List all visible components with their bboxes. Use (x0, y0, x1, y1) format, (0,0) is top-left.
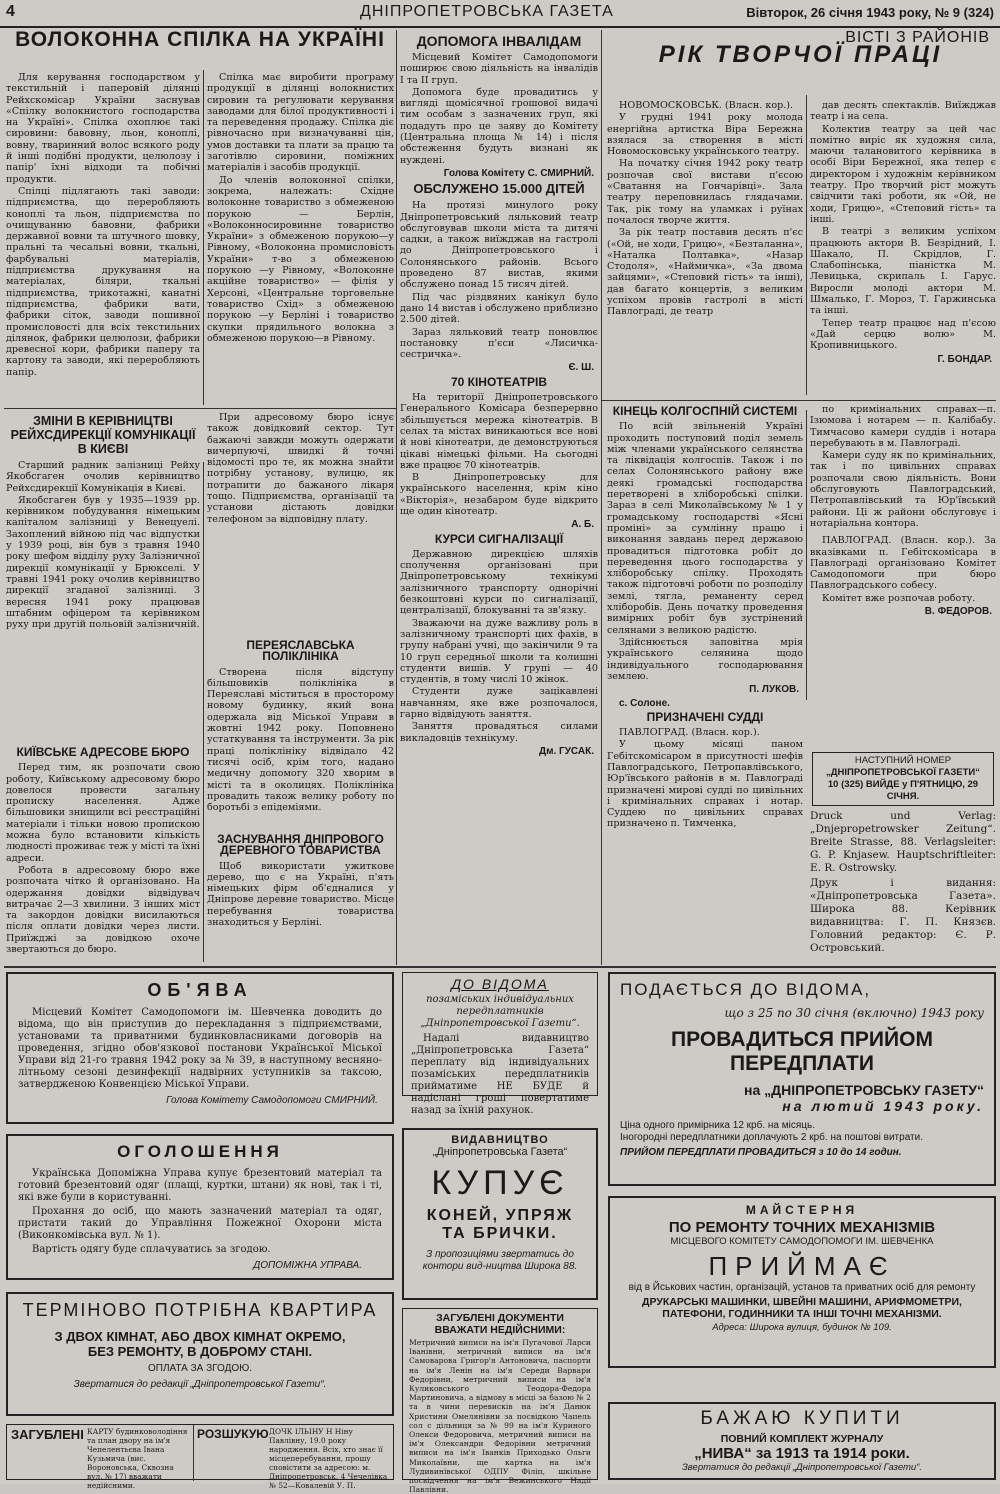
ad-big: ПРОВАДИТЬСЯ ПРИЙОМ ПЕРЕДПЛАТИ (671, 1028, 933, 1075)
paragraph: При адресовому бюро існує також довідковий сектор. Тут бажаючі завжди можуть одержати вичерпуючі, швидкі й точні відомості про те, як можна знайти потрібну установу, вулицю, як потрапити до бажаного лікаря тощо. Підприємства, організації та установи дістають довідки телефоном за відповідну плату. (207, 412, 394, 525)
forest-article (207, 832, 394, 964)
paragraph: На початку січня 1942 року театр розпочав свої вистави п'єсою «Сватання на Гончарівці». Зала театру переповнилась глядачами. Так, рік тому на уламках і руїнах почалося творче життя. (607, 158, 803, 226)
article-title: КИЇВСЬКЕ АДРЕСОВЕ БЮРО (16, 745, 190, 759)
ad-line: на „ДНІПРОПЕТРОВСЬКУ ГАЗЕТУ“ (744, 1082, 984, 1098)
paragraph: Якобсгаген був у 1935—1939 рр. керівником побудування німецьким капіталом залізниці у Венецуелі. Захоплений війною під час відпустки у 1939 році, він був з травня 1940 року шефом відділу руху Залізничної дирекції комунікації у Брюкселі. У травні 1941 року очолив керівництво дирекції згаданої залізниці. З вересня 1941 року працював штабним офіцером та керівником руху при другій польовій залізничній. (6, 494, 200, 631)
ad-line: МІСЦЕВОГО КОМІТЕТУ САМОДОПОМОГИ ІМ. ШЕВЧЕНКА (670, 1236, 934, 1247)
notice-ad (6, 972, 394, 1124)
workshop-ad (608, 1196, 996, 1368)
attention-ad (402, 972, 598, 1116)
ad-title: ТЕРМІНОВО ПОТРІБНА КВАРТИРА (22, 1300, 378, 1320)
theatre-col1 (607, 100, 803, 396)
paragraph: Під час різдвяних канікул було дано 14 вистав і обслужено приблизно 2.500 дітей. (400, 291, 598, 326)
ad-line: що з 25 по 30 січня (включно) 1943 року (724, 1006, 984, 1020)
ad-signature: ДОПОМІЖНА УПРАВА. (253, 1260, 362, 1271)
paragraph: НОВОМОСКОВСЬК. (Власн. кор.). (619, 100, 794, 111)
ad-text: Вартість одягу буде сплачуватись за згодою. (32, 1244, 271, 1255)
paragraph: Старший радник залізниці Рейху Якобсгаген очолив керівництво Рейхсдирекції Комунікація в Києві. (6, 460, 200, 494)
signature: П. ЛУКОВ. (749, 684, 799, 696)
ad-text: Надалі видавництво „Дніпропетровська Газета“ переплату від індивідуальних позаміських передплатників прийматиме НЕ БУДЕ й надіслані гроші повертатиме назад за їхній рахунок. (411, 1033, 589, 1116)
paragraph: Зараз ляльковий театр поновлює постановку п'єси «Лисичка-сестричка». (400, 326, 598, 361)
polyclinic-article (207, 638, 394, 828)
column-rule (396, 30, 397, 965)
article-title: РІК ТВОРЧОЇ ПРАЦІ (658, 41, 943, 69)
paragraph: У грудні 1941 року молода енергійна артистка Віра Бережна взялася за створення в місті Новомосковську українського театру. (607, 112, 803, 158)
ad-text: КАРТУ будинковолодіння та план двору на ім'я Чепелентьєва Івана Кузьмича (вис. Вороновська, Сквозна вул. № 17) вважати недійсними. (87, 1427, 188, 1490)
ad-line: ОПЛАТА ЗА ЗГОДОЮ. (147, 1363, 252, 1374)
paragraph: Камери суду як по кримінальних, так і по цивільних справах розпочали свою діяльність. Вони обслуговують Павлоградський, Петропавлівський та Юр'ївський райони. Ці ж райони обслуговує і нотаріальна контора. (810, 450, 996, 529)
apartment-ad (6, 1292, 394, 1416)
paragraph: Щоб використати ужиткове дерево, що є на Україні, п'ять німецьких фірм об'єдналися у Дніпрове деревне товариство. Місце перебування товариства знаходиться у Берліні. (207, 860, 394, 929)
ad-line: Ціна одного примірника 12 крб. на місяць. (620, 1120, 815, 1131)
middle-column (400, 32, 598, 964)
masthead (0, 0, 1000, 28)
ad-title: ЗАГУБЛЕНІ ДОКУМЕНТИ ВВАЖАТИ НЕДІЙСНИМИ: (434, 1312, 566, 1336)
paragraph: Місцевий Комітет Самодопомоги поширює свою діяльність на інвалідів І та ІІ груп. (400, 52, 598, 86)
column-rule (806, 410, 807, 700)
paragraph: Спілці підлягають такі заводи: підприємства, що переробляють коноплі та льон, підприємства по очищуванню бавовни, фабрики державної вовни та штучного шовку, пральні та чесальні вовни, ткальні, фарбувальні матеріалів, підприємства друкування на матеріалах, біляри, ткальні підприємства, трикотажні, канатні підприємства, фабрики вати, фабрики сіток, заводи пошивної промисловості для всіх текстильних ділянок, фабрики целюлози, фабрики древесної кори, фабрики паперу та картону та заводи, які переробляють папір. (6, 185, 200, 378)
paragraph: Комітет вже розпочав роботу. (822, 592, 976, 604)
paragraph: В Дніпропетровську для українського населення, крім кіно «Вікторія», незабаром буде відкрито ще один кінотеатр. (400, 472, 598, 517)
fibre-article-header (6, 28, 394, 72)
theatre-col2 (810, 100, 996, 396)
paragraph: У цьому місяці паном Гебітскомісаром в присутності шефів Павлоградського, Петропавлівського, Юр'ївського районів в м. Павлограді призначені мирові судді по цивільних і кримінальних справах і нотар. Суддею по цивільних справах призначено п. Тимченка, (607, 739, 803, 830)
imprint-ukrainian: Друк і видання: «Дніпропетровська Газета». Широка 88. Керівник видавництва: Г. П. Князєв. Головний редактор: Є. Р. Островський. (810, 877, 996, 954)
paragraph: В театрі з великим успіхом працюють актори В. Безрідний, І. Шакало, П. Скрідлов, Г. Слабопінська, піаністка М. Левицька, скрипаль І. Гарус. Виросли молоді актори М. Шмалько, Г. Мороз, Т. Гаржинська та інші. (810, 226, 996, 317)
divider (193, 1425, 194, 1481)
article-title: ВОЛОКОННА СПІЛКА НА УКРАЇНІ (15, 28, 385, 51)
ad-big: ПРИЙМАЄ (708, 1251, 896, 1281)
article-title: ПЕРЕЯСЛАВСЬКА ПОЛІКЛІНІКА (246, 638, 355, 664)
paragraph: ПАВЛОГРАД. (Власн. кор.). (619, 727, 760, 739)
article-title: ДОПОМОГА ІНВАЛІДАМ (416, 33, 582, 49)
paragraph: Тепер театр працює над п'єсою «Дай серцю волю» М. Кропивницького. (810, 317, 996, 352)
ad-text: Місцевий Комітет Самодопомоги ім. Шевченка доводить до відома, що він приступив до перекладання з підприємствами, установами та приватними будинковласниками договорів на проведення, згідно обов'язкової постанови Української Міської Управи від 21-го травня 1942 року за № 39, в наступному весняно-літньому сезоні дезинфекції надвірних уступників за таксою, затвердженою Конвенцією Міської Управи. (18, 1007, 382, 1090)
section-rule (4, 408, 396, 409)
signature: Г. БОНДАР. (937, 353, 992, 365)
column-rule (601, 30, 602, 965)
fibre-article-col1 (6, 72, 200, 406)
column-rule (203, 70, 204, 405)
ad-text: Українська Допоміжна Управа купує брезентовий матеріал та готовий брезентовий одяг (плащі, куртки, штани) як нові, так і ті, які вже були в користуванні. (18, 1168, 382, 1203)
signature: Є. Ш. (568, 362, 594, 374)
ad-text: ДОЧК ІЛЬІНУ Н Ніну Павлівну, 19.0 року народження. Всіх, хто знає її місцеперебування, прошу сповістити за адресою: м. Дніпропетровськ, 4 Чечелівка № 52—Ковалевій У. П. (269, 1427, 388, 1490)
ad-line: ТА БРИЧКИ. (442, 1225, 558, 1242)
address-article-col2 (207, 412, 394, 637)
ad-line: Звертатися до редакції „Дніпропетровської Газети“. (681, 1462, 923, 1473)
signature: В. ФЕДОРОВ. (924, 606, 992, 618)
section-rule (4, 966, 996, 968)
ad-line: ВИДАВНИЦТВО (451, 1134, 549, 1146)
signature: Дм. ГУСАК. (538, 745, 594, 757)
paragraph: Допомога буде провадитись у вигляді щомісячної грошової видачі тим особам з зазначених груп, які подадуть про це заяву до Комітету (Центральна площа № 14) і після обстеження будуть визнані як нуждені. (400, 86, 598, 166)
ad-line: МАЙСТЕРНЯ (745, 1203, 859, 1217)
article-title: 70 КІНОТЕАТРІВ (450, 374, 548, 389)
fibre-article-col2 (207, 72, 394, 406)
next-issue-line: 10 (325) ВИЙДЕ у П'ЯТНИЦЮ, 29 СІЧНЯ. (827, 779, 979, 802)
ad-line: від в Йськових частин, організацій, установ та приватних осіб для ремонту (628, 1282, 976, 1293)
ad-line: „Дніпропетровська Газета“ (432, 1146, 568, 1158)
announcement-ad (6, 1134, 394, 1280)
ad-line: З пропозиціями звертатись до контори вид-ництва Широка 88. (422, 1249, 578, 1272)
paragraph: Заняття провадяться силами викладовців технікуму. (400, 721, 598, 744)
ad-line: „НИВА“ за 1913 та 1914 роки. (694, 1445, 910, 1462)
paragraph: На території Дніпропетровського Генерального Комісара безперервно збільшується мережа кінотеатрів. В селах та містах виникаються все нові й нові кінотеатри, де демонструються цікаві німецькі фільми. На сьогодні вже працює 70 кінотеатрів. (400, 392, 598, 471)
paragraph: по кримінальних справах—п. Ізюмова і нотарем — п. Калібабу. Тимчасово камери суддів і нотара перебувають в м. Павлограді. (810, 404, 996, 449)
article-title: ЗМІНИ В КЕРІВНИЦТВІ РЕЙХСДИРЕКЦІЇ КОМУНІКАЦІЇ В КИЄВІ (10, 414, 196, 456)
paragraph: Державною дирекцією шляхів сполучення організовані при Дніпропетровському технікумі залізничного транспорту однорічні безкоштовні курси по сигналізації, централізації, блокуванні та зв'язку. (400, 548, 598, 617)
paragraph: Зважаючи на дуже важливу роль в залізничному транспорті цих фахів, в групу набрані учні, що закінчили 9 та 10 груп середньої школи та колишні студенти вишів. У групі — 40 студентів, в тому числі 10 жінок. (400, 617, 598, 686)
article-title: ОБСЛУЖЕНО 15.000 ДІТЕЙ (413, 181, 585, 197)
buy-ad (608, 1402, 996, 1480)
article-title: ПРИЗНАЧЕНІ СУДДІ (646, 709, 764, 724)
signature: Голова Комітету С. СМИРНИЙ. (443, 167, 594, 179)
small-ads-row (6, 1424, 394, 1490)
paragraph: На протязі минулого року Дніпропетровський ляльковий театр обслуговував школи міста та дитячі садки, а також виїжджав на гастролі до Дніпропетровського і Солонянського районів. Всього проведено 87 вистав, якими обслужено понад 15 тисяч дітей. (400, 200, 598, 291)
ad-line: БЕЗ РЕМОНТУ, В ДОБРОМУ СТАНІ. (87, 1344, 313, 1359)
ad-title: РОЗШУКУЮ (197, 1427, 269, 1441)
address-article-col1 (6, 745, 200, 963)
next-issue-box (812, 752, 994, 806)
paragraph: дав десять спектаклів. Виїжджав театр і на села. (810, 100, 996, 123)
ad-subtitle: позаміських індивідуальних передплатників „Дніпропетровської Газети“. (420, 994, 580, 1029)
ad-line: З ДВОХ КІМНАТ, АБО ДВОХ КІМНАТ ОКРЕМО, (54, 1329, 346, 1344)
newspaper-title: ДНІПРОПЕТРОВСЬКА ГАЗЕТА (360, 3, 614, 20)
ad-title: ПОДАЄТЬСЯ ДО ВІДОМА, (620, 980, 872, 999)
ad-line: Адреса: Широка вулиця, будинок № 109. (712, 1322, 892, 1333)
signature: А. Б. (571, 519, 594, 531)
paragraph: Робота в адресовому бюро вже розпочата чітко й організовано. На одержання довідки відвідувач витрачає 2—3 хвилини. З інших міст та закордон довідки висилаються після оплати довідки через листи. Приїжджі за довідкою охоче звертаються до бюро. (6, 864, 200, 956)
ad-line: ДРУКАРСЬКІ МАШИНКИ, ШВЕЙНІ МАШИНИ, АРИФМОМЕТРИ, ПАТЕФОНИ, ГОДИННИКИ ТА ІНШІ ТОЧНІ МЕХАНІЗМИ. (642, 1296, 962, 1320)
column-rule (203, 462, 204, 962)
page-number: 4 (6, 3, 15, 20)
article-title: ЗАСНУВАННЯ ДНІПРОВОГО ДЕРЕВНОГО ТОВАРИСТВА (217, 832, 384, 858)
paragraph: Здійснюється заповітна мрія українського селянина щодо індивідуального господарювання землею. (607, 636, 803, 682)
judges-col2 (810, 404, 996, 700)
ad-line: ПРИЙОМ ПЕРЕДПЛАТИ ПРОВАДИТЬСЯ з 10 до 14 годин. (620, 1147, 902, 1158)
ad-line: Звертатися до редакції „Дніпропетровської Газети“. (73, 1379, 327, 1390)
paragraph: Для керування господарством у текстильній і паперовій ділянці Рейхскомісар України заснував «Спілку волокнистого господарства на Україні». Спілка охоплює такі сировини: бавовну, льон, коноплі, вовну, тваринний волос всякого роду й інші подібні продукти, целюлозу і папір' їхні відходи та побічні продукти. (6, 72, 200, 185)
next-issue-line: НАСТУПНИЙ НОМЕР (854, 755, 952, 766)
paragraph: Студенти дуже зацікавлені навчанням, яке вже розпочалося, гарно відвідують заняття. (400, 686, 598, 721)
ad-line: КОНЕЙ, УПРЯЖ (426, 1207, 574, 1224)
ad-text: Метричний виписи на ім'я Пугачової Ларси Іванівни, метричний виписи на ім'я Самоварова Григор'я Антоновича, паспорти на ім'я Ленін на ім'я Середи Варвари Федорівни, метричний виписи на ім'я Куликовського Теодора-Федора Мартиновича, а відмову в місці за базою № 2 та в чини перевисків на ім'я Данюк Христини Омелянівни за посвідкою Чапель сол с дільниця за № 99 на ім'я Куриного Олекси Федоровича, метричний виписи на ім'я Олександри Федорівни метричний виписи на ім'я Іванків Приходько Ольги Миколаївни, ще картка на ім'я Лудивинівської ОДПУ Філіп, шкільне посвідчення на ім'я Вежинського Надії Павлівни. (409, 1338, 591, 1494)
kolkhoz-article (607, 404, 803, 964)
ad-title: ОБ'ЯВА (147, 980, 253, 1000)
ad-line: ПОВНИЙ КОМПЛЕКТ ЖУРНАЛУ (720, 1433, 884, 1445)
ad-line: на лютий 1943 року. (782, 1098, 984, 1114)
imprint-german: Druck und Verlag: „Dnjepropetrowsker Zeitung“. Breite Strasse, 88. Verlagsleiter: G. P. Knjasew. Hauptschriftleiter: E. R. Ostrowsky. (810, 810, 996, 874)
place: с. Солоне. (619, 698, 670, 710)
ad-text: Прохання до осіб, що мають зазначений матеріал та одяг, пристати такий до Управління Пожежної Охорони міста (Виконкомівська вул. № 1). (18, 1206, 382, 1241)
reichsdirection-article (6, 412, 200, 742)
paragraph: Спілка має виробити програму продукції в ділянці волокнистих сировин та регулювати керування заводами для білої продуктивності і та переведення продажу. Спілка діє рівночасно при визначуванні цін, умов доставки та плати за працю та заготівлю сировини, поміжних матеріалів і засобів продукції. (207, 72, 394, 174)
ad-title: БАЖАЮ КУПИТИ (700, 1408, 904, 1429)
ad-line: Іногородні передплатники доплачують 2 крб. на поштові витрати. (620, 1132, 923, 1143)
paragraph: За рік театр поставив десять п'єс («Ой, не ходи, Грицю», «Безталанна», «Наталка Полтавка», «Назар Стодоля», «Наймичка», «За двома зайцями», «Степовий гість» та інші), дав багато концертів, з великим успіхом провів гастролі в місті Павлограді, де театр (607, 227, 803, 318)
next-issue-line: „ДНІПРОПЕТРОВСЬКОЇ ГАЗЕТИ“ (826, 767, 980, 778)
paragraph: Колектив театру за цей час помітно виріс як художня сила, маючи талановитого керівника в особі Віри Бережної, яка тепер є директором і художнім керівником театру. Про творчий ріст можуть свідчити такі роботи, як «Ой, не ходи, Грицю», «Степовий гість» та інші. (810, 123, 996, 225)
paragraph: Створена після відступу більшовиків поліклініка в Переяславі міститься в просторому новому будинку, який вона одержала від Міської Управи в жовтні 1942 року. Поповнено устаткування та інструменти. За рік праці поліклініку відвідало 42 тисячі осіб, крім того, надано медичну допомогу 320 хворим в місті та в околицях. Поліклініка провадить також велику роботу по боротьбі з епідеміями. (207, 666, 394, 814)
subscription-ad (608, 972, 996, 1186)
ad-title: ОГОЛОШЕННЯ (117, 1142, 283, 1161)
theatre-header (605, 29, 996, 102)
paragraph: ПАВЛОГРАД. (Власн. кор.). За вказівками п. Гебітскомісара в Павлограді організовано Комітет Самодопомоги при бюро Павлоградського собесу. (810, 535, 996, 592)
paragraph: Перед тим, як розпочати свою роботу, Київському адресовому бюро довелося провести загальну прописку населення. Адже більшовики знищили всі реєстраційні матеріали і тільки новою пропискою можна було встановити кількість людності проживає теж у місті та їхні адреси. (6, 762, 200, 864)
ad-line: ПО РЕМОНТУ ТОЧНИХ МЕХАНІЗМІВ (668, 1219, 936, 1236)
lost-documents-ad (402, 1308, 598, 1494)
paragraph: По всій звільненій Україні проходить поступовий поділ земель між членами українського селянства та ліквідація колгоспів. Також і по селах Солонянського району вже деякі громадські господарства перетворені в хліборобські спілки. Зараз в селі Миколаївському № 1 у громадському господарстві «Ясні проміні» за сумлінну працю і виконання завдань перед державою провадиться підготовка робіт до переведення цього господарства у хліборобську спілку. Проходять також підготовчі роботи по розподілу землі, тягла, реманенту серед хліборобів. День початку проведення вимірних робіт був зустрінений селянами з великою радістю. (607, 421, 803, 636)
horses-ad (402, 1128, 598, 1300)
ad-signature: Голова Комітету Самодопомоги СМИРНИЙ. (166, 1095, 378, 1106)
imprint (810, 810, 996, 964)
paragraph: До членів волоконної спілки, зокрема, належать: Східне волоконне товариство з обмеженою порукою — Берлін, «Волоконносировинне товариство України» з обмеженою порукою—у Рівному, «Волоконна промисловість України» т-во з обмеженою порукою —у Рівному, «Волоконне акційне товариство» — філія у Херсоні, «Центральне торговельне товариство Схід» з обмеженою порукою —у Берліні і товариство скупки прядильного волокна з обмеженою порукою—в Рівному. (207, 174, 394, 344)
ad-title: ДО ВІДОМА (451, 976, 549, 992)
article-title: КУРСИ СИГНАЛІЗАЦІЇ (434, 531, 564, 546)
section-rubric: ВІСТІ З РАЙОНІВ (845, 29, 990, 46)
ad-big: КУПУЄ (431, 1164, 569, 1202)
article-title: КІНЕЦЬ КОЛГОСПНІЙ СИСТЕМІ (612, 404, 798, 418)
issue-date: Вівторок, 26 січня 1943 року, № 9 (324) (746, 5, 994, 20)
ad-title: ЗАГУБЛЕНІ (11, 1427, 84, 1442)
section-rule (602, 400, 996, 401)
column-rule (806, 95, 807, 395)
